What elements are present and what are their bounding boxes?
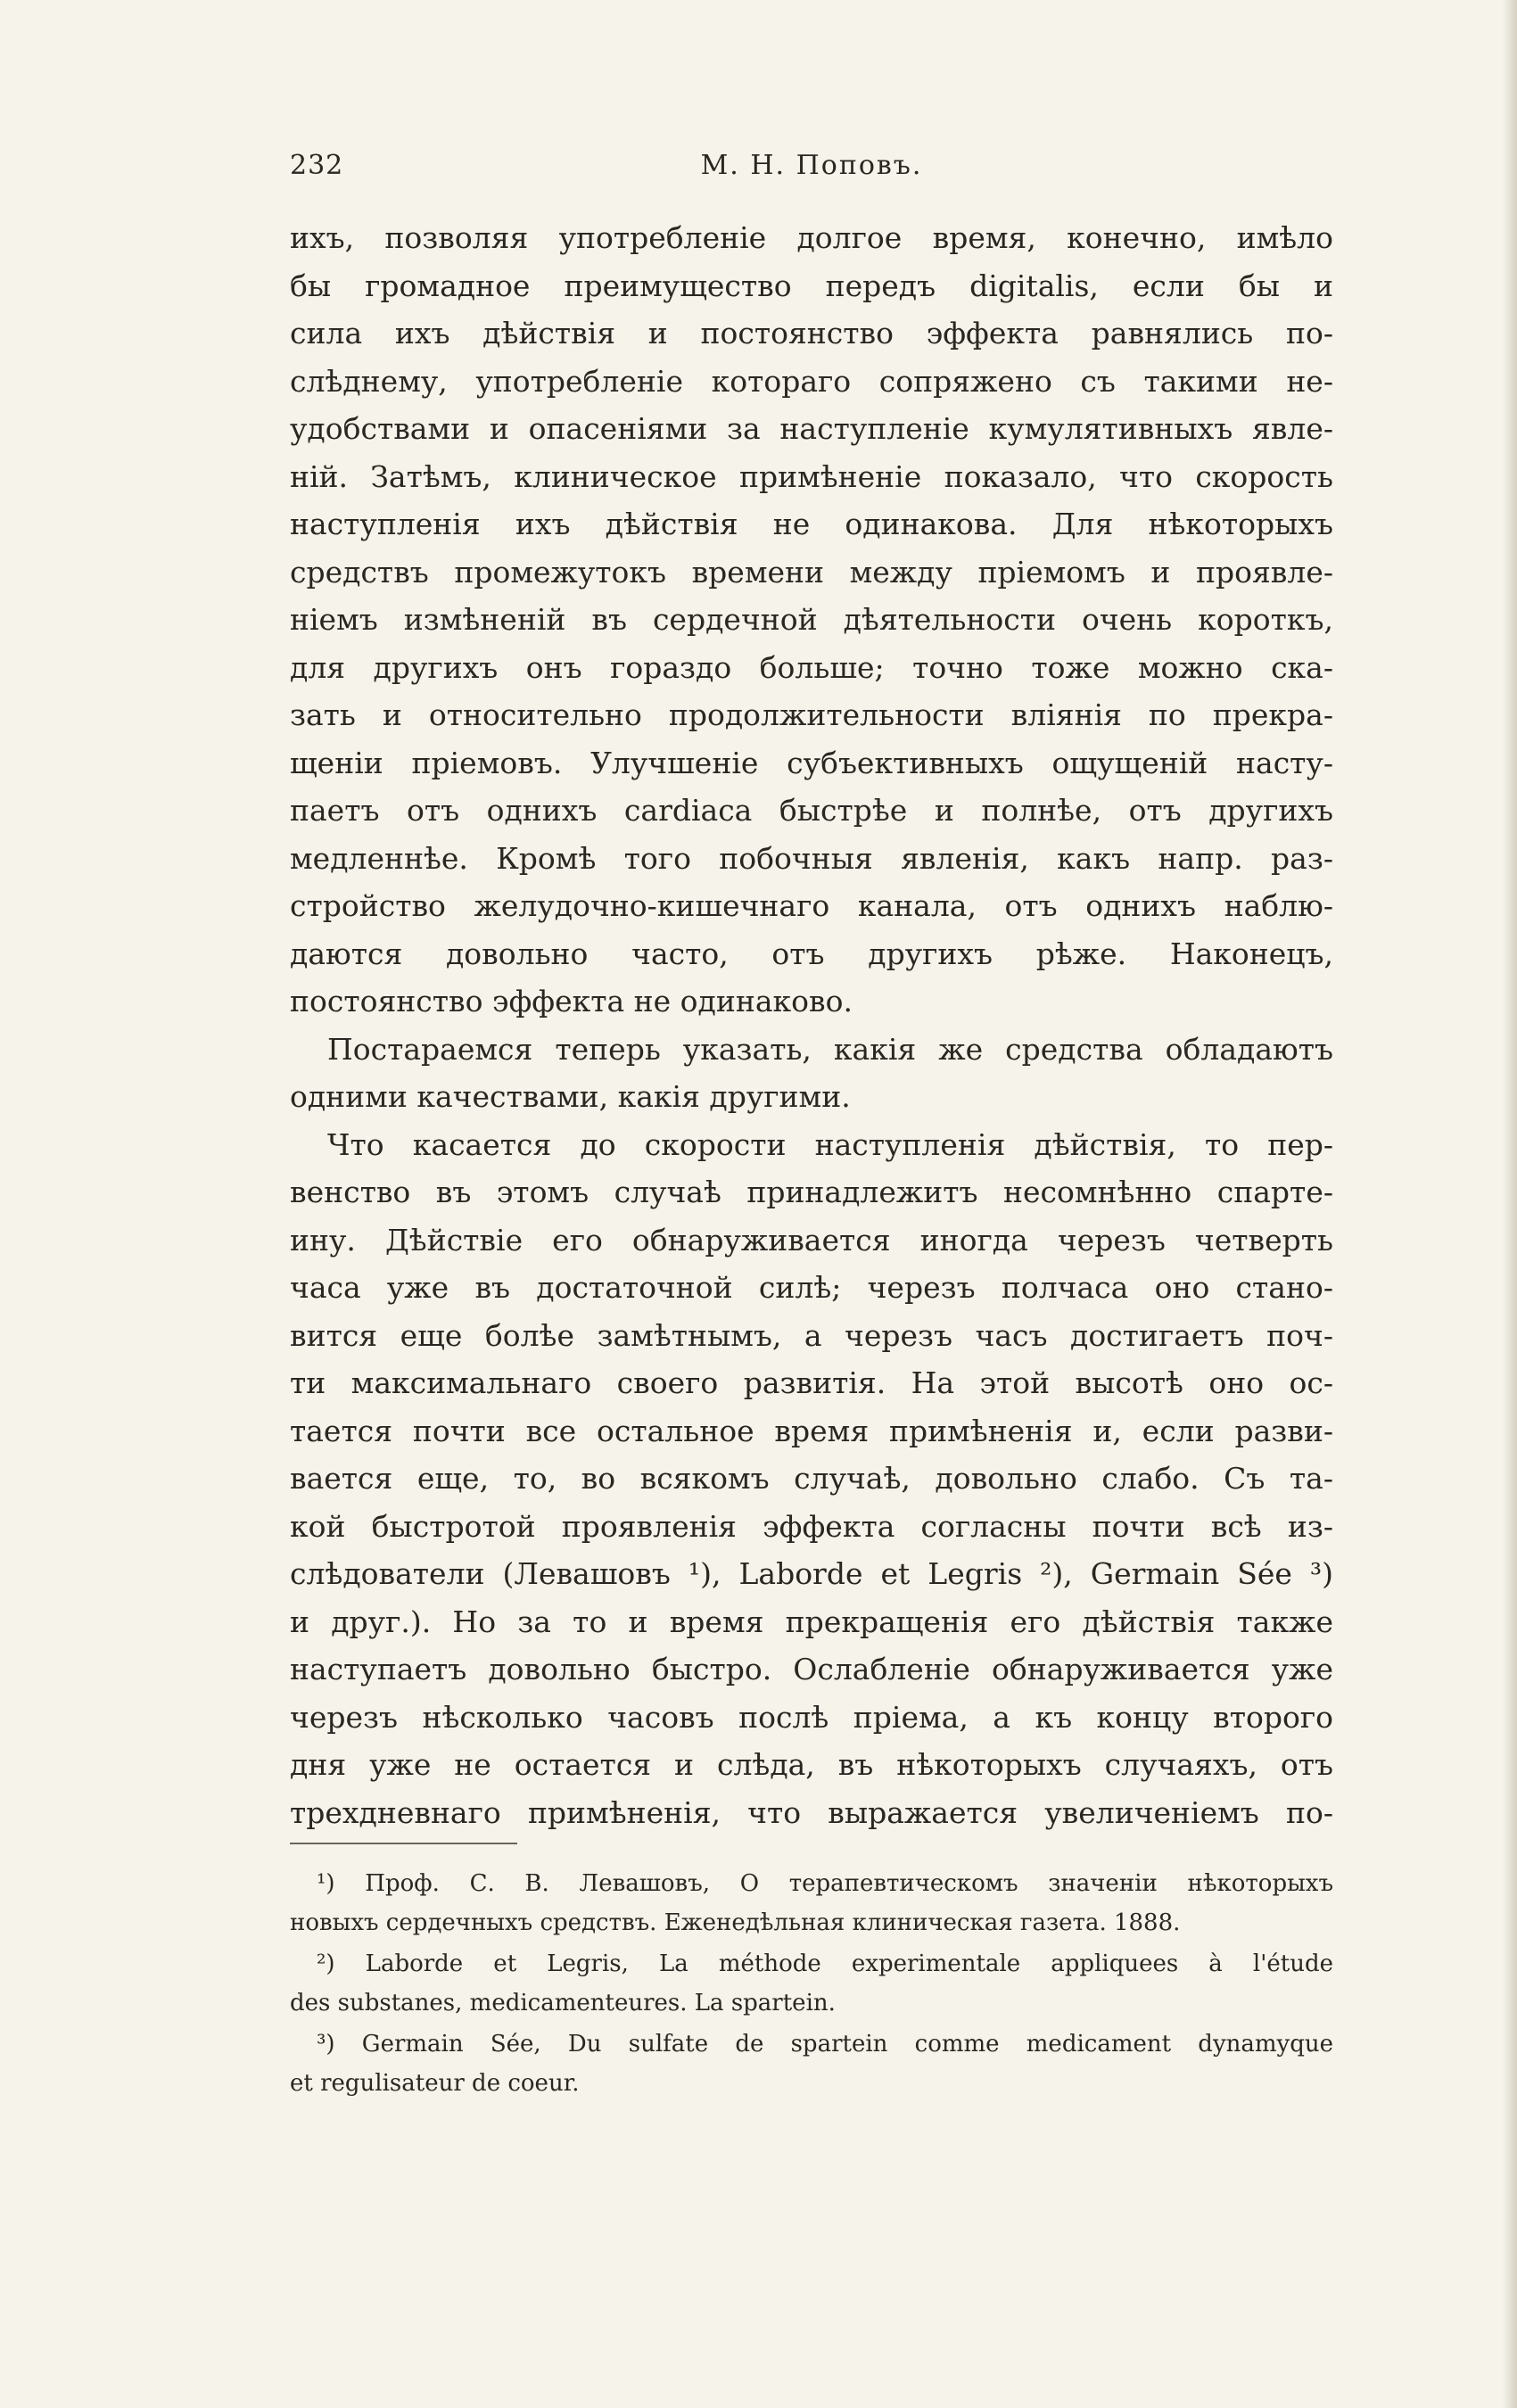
- text-line: сила ихъ дѣйствія и постоянство эффекта равнялись по-: [290, 316, 1333, 350]
- text-line: наступаетъ довольно быстро. Ослабленіе обнаруживается уже: [290, 1652, 1333, 1686]
- text-line: ти максимальнаго своего развитія. На этой высотѣ оно ос-: [290, 1365, 1333, 1400]
- text-line: постоянство эффекта не одинаково.: [290, 984, 853, 1018]
- text-line: Что касается до скорости наступленія дѣйствія, то пер-: [327, 1126, 1333, 1162]
- text-line: зать и относительно продолжительности вліянія по прекра-: [290, 697, 1333, 732]
- running-title: М. Н. Поповъ.: [700, 150, 923, 181]
- footnote-line: et regulisateur de coeur.: [290, 2070, 580, 2097]
- page-edge-shadow: [1503, 0, 1517, 2408]
- text-line: черезъ нѣсколько часовъ послѣ пріема, а къ концу второго: [290, 1699, 1333, 1735]
- text-line: ихъ, позволяя употребленіе долгое время, конечно, имѣло: [290, 220, 1333, 255]
- text-line: щеніи пріемовъ. Улучшеніе субъективныхъ ощущеній насту-: [290, 745, 1333, 780]
- text-line: наступленія ихъ дѣйствія не одинакова. Для нѣкоторыхъ: [290, 507, 1333, 541]
- text-line: ину. Дѣйствіе его обнаруживается иногда черезъ четверть: [290, 1222, 1333, 1258]
- text-line: кой быстротой проявленія эффекта согласны почти всѣ из-: [290, 1508, 1333, 1544]
- text-line: трехдневнаго примѣненія, что выражается увеличеніемъ по-: [290, 1794, 1333, 1830]
- text-line: дня уже не остается и слѣда, въ нѣкоторыхъ случаяхъ, отъ: [290, 1747, 1333, 1782]
- text-line: слѣдователи (Левашовъ ¹), Laborde et Legris ²), Germain Sée ³): [290, 1556, 1333, 1591]
- text-line: ніемъ измѣненій въ сердечной дѣятельности очень короткъ,: [290, 602, 1333, 637]
- text-line: бы громадное преимущество передъ digitalis, если бы и: [290, 268, 1333, 303]
- footnote-line: ¹) Проф. С. В. Левашовъ, О терапевтическомъ значеніи нѣкоторыхъ: [317, 1870, 1333, 1897]
- text-line: даются довольно часто, отъ другихъ рѣже. Наконецъ,: [290, 936, 1333, 971]
- text-line: часа уже въ достаточной силѣ; черезъ полчаса оно стано-: [290, 1270, 1333, 1305]
- text-line: медленнѣе. Кромѣ того побочныя явленія, какъ напр. раз-: [290, 840, 1333, 876]
- text-line: и друг.). Но за то и время прекращенія его дѣйствія также: [290, 1604, 1333, 1639]
- footnote-rule: [290, 1843, 517, 1844]
- text-line: средствъ промежутокъ времени между пріемомъ и проявле-: [290, 554, 1333, 590]
- footnotes: [290, 1864, 1333, 2103]
- text-line: Постараемся теперь указать, какія же средства обладаютъ: [327, 1031, 1333, 1067]
- footnote-line: новыхъ сердечныхъ средствъ. Еженедѣльная клиническая газета. 1888.: [290, 1909, 1181, 1936]
- text-line: ній. Затѣмъ, клиническое примѣненіе показало, что скорость: [290, 458, 1333, 494]
- body-text: [290, 214, 1333, 1836]
- footnote-line: des substanes, medicamenteures. La spartein.: [290, 1990, 836, 2016]
- text-line: для другихъ онъ гораздо больше; точно тоже можно ска-: [290, 649, 1333, 685]
- text-line: стройство желудочно-кишечнаго канала, отъ однихъ наблю-: [290, 888, 1333, 923]
- text-line: одними качествами, какія другими.: [290, 1079, 851, 1114]
- text-line: венство въ этомъ случаѣ принадлежитъ несомнѣнно спарте-: [290, 1175, 1333, 1209]
- footnote-line: ³) Germain Sée, Du sulfate de spartein comme medicament dynamyque: [317, 2031, 1333, 2058]
- text-line: удобствами и опасеніями за наступленіе кумулятивныхъ явле-: [290, 411, 1333, 446]
- text-line: вится еще болѣе замѣтнымъ, а черезъ часъ достигаетъ поч-: [290, 1317, 1333, 1353]
- text-line: тается почти все остальное время примѣненія и, если разви-: [290, 1413, 1333, 1448]
- text-line: вается еще, то, во всякомъ случаѣ, довольно слабо. Съ та-: [290, 1461, 1333, 1496]
- page-number: 232: [290, 150, 344, 181]
- page-header: [290, 150, 1333, 196]
- text-line: паетъ отъ однихъ cardiaca быстрѣе и полнѣе, отъ другихъ: [290, 793, 1333, 828]
- text-line: слѣднему, употребленіе котораго сопряжено съ такими не-: [290, 363, 1333, 399]
- footnote-line: ²) Laborde et Legris, La méthode experimentale appliquees à l'étude: [317, 1950, 1333, 1977]
